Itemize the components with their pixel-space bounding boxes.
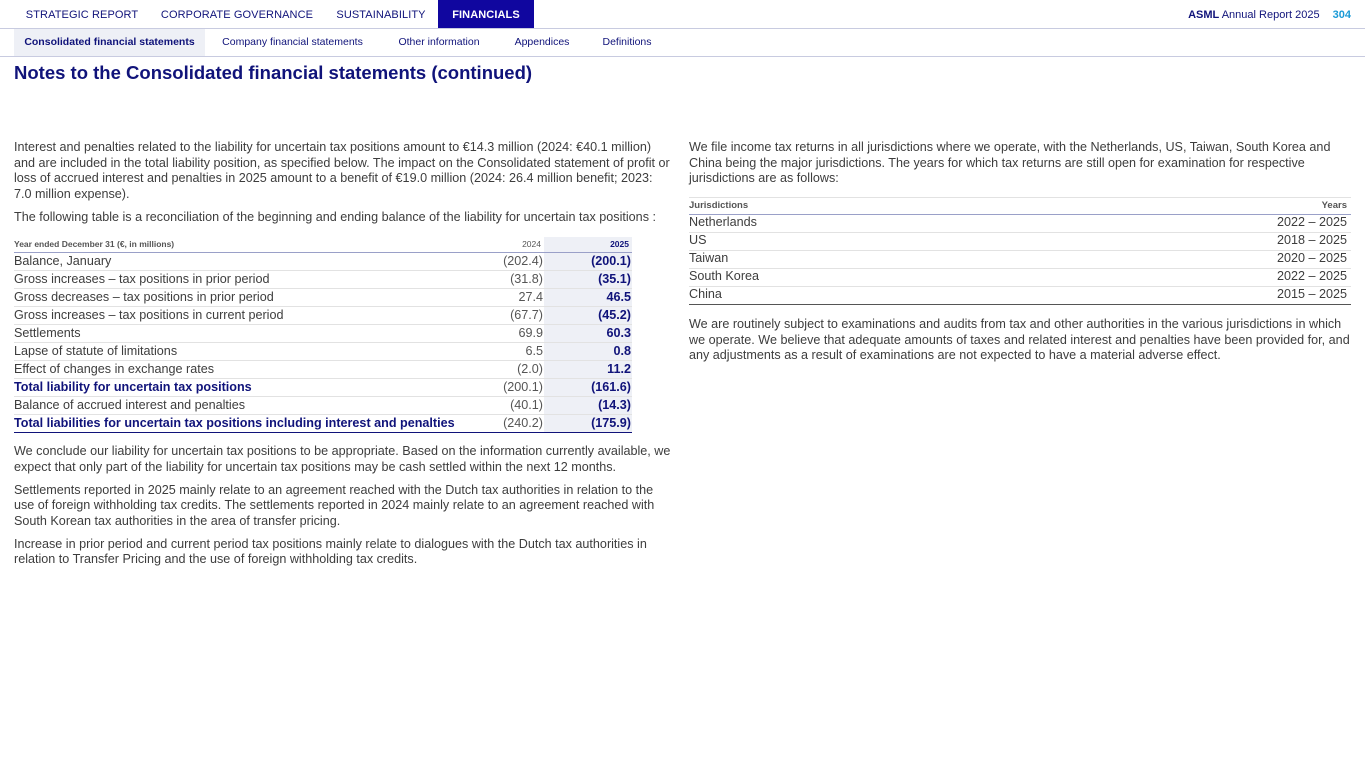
subnav-definitions[interactable]: Definitions	[602, 36, 652, 48]
value-2024: (200.1)	[484, 379, 544, 397]
tab-strategic-report[interactable]: STRATEGIC REPORT	[25, 9, 139, 21]
value-2025: 60.3	[544, 325, 632, 343]
years-cell: 2018 – 2025	[1011, 232, 1351, 250]
value-2025: (45.2)	[544, 307, 632, 325]
row-label: Balance, January	[14, 253, 484, 271]
value-2024: (2.0)	[484, 361, 544, 379]
page-number: 304	[1332, 9, 1351, 21]
jurisdiction-cell: US	[689, 232, 1011, 250]
table-row	[14, 397, 632, 415]
table-row	[14, 289, 632, 307]
row-label: Gross increases – tax positions in current period	[14, 307, 484, 325]
value-2024: (40.1)	[484, 397, 544, 415]
page-title: Notes to the Consolidated financial statements (continued)	[14, 62, 533, 83]
value-2025: 0.8	[544, 343, 632, 361]
years-cell: 2020 – 2025	[1011, 250, 1351, 268]
years-cell: 2022 – 2025	[1011, 268, 1351, 286]
header-2024: 2024	[484, 237, 544, 253]
reconciliation-intro-paragraph: The following table is a reconciliation of the beginning and ending balance of the liability for uncertain tax positions :	[14, 209, 656, 224]
value-2024: 27.4	[484, 289, 544, 307]
table-row	[14, 307, 632, 325]
subnav-appendices[interactable]: Appendices	[514, 36, 570, 48]
conclusion-paragraph: We conclude our liability for uncertain tax positions to be appropriate. Based on the information currently available, we expect that only part of the liability for uncertain tax positions may be cash settled within the next 12 months.	[14, 444, 671, 474]
value-2025: (161.6)	[544, 379, 632, 397]
value-2024: 69.9	[484, 325, 544, 343]
value-2024: 6.5	[484, 343, 544, 361]
table-row	[689, 232, 1351, 250]
tab-financials[interactable]: FINANCIALS	[438, 0, 534, 28]
table-row	[689, 214, 1351, 232]
jurisdiction-cell: Netherlands	[689, 214, 1011, 232]
uncertain-tax-reconciliation-table	[14, 237, 632, 434]
row-label: Lapse of statute of limitations	[14, 343, 484, 361]
table-row	[14, 271, 632, 289]
tab-sustainability[interactable]: SUSTAINABILITY	[336, 9, 426, 21]
table-row	[14, 325, 632, 343]
right-column	[689, 140, 1351, 371]
years-cell: 2015 – 2025	[1011, 286, 1351, 304]
interest-penalties-paragraph: Interest and penalties related to the liability for uncertain tax positions amount to €14.3 million (2024: €40.1 million) and are included in the total liability position, as specified below. The impact on the Consolidated statement of profit or loss of accrued interest and penalties in 2025 amount to a benefit of €19.0 million (2024: 26.4 million benefit; 2023: 7.0 million expense).	[14, 140, 670, 202]
header-2025: 2025	[544, 237, 632, 253]
subnav-consolidated-financial-statements[interactable]: Consolidated financial statements	[14, 29, 205, 56]
table-row	[689, 250, 1351, 268]
table-header-row	[14, 237, 632, 253]
table-row	[14, 253, 632, 271]
row-label: Effect of changes in exchange rates	[14, 361, 484, 379]
subnav-other-information[interactable]: Other information	[398, 36, 480, 48]
report-branding	[1188, 0, 1365, 28]
total-row	[14, 379, 632, 397]
left-column	[14, 140, 672, 575]
value-2024: (240.2)	[484, 415, 544, 433]
row-label: Gross increases – tax positions in prior period	[14, 271, 484, 289]
settlements-paragraph: Settlements reported in 2025 mainly relate to an agreement reached with the Dutch tax authorities in relation to the use of foreign withholding tax credits. The settlements reported in 2024 mainly relate to an agreement reached with South Korean tax authorities in the area of transfer pricing.	[14, 482, 655, 529]
value-2025: 11.2	[544, 361, 632, 379]
header-label: Year ended December 31 (€, in millions)	[14, 237, 484, 253]
value-2025: (200.1)	[544, 253, 632, 271]
tab-corporate-governance[interactable]: CORPORATE GOVERNANCE	[160, 9, 314, 21]
value-2025: (14.3)	[544, 397, 632, 415]
table-header-row	[689, 198, 1351, 215]
value-2025: 46.5	[544, 289, 632, 307]
table-row	[689, 286, 1351, 304]
value-2024: (67.7)	[484, 307, 544, 325]
brand-name: ASML	[1188, 9, 1220, 21]
row-label: Total liability for uncertain tax positions	[14, 379, 484, 397]
increase-paragraph: Increase in prior period and current period tax positions mainly relate to dialogues with the Dutch tax authorities in relation to Transfer Pricing and the use of foreign withholding tax credits.	[14, 536, 647, 567]
value-2025: (35.1)	[544, 271, 632, 289]
value-2024: (31.8)	[484, 271, 544, 289]
table-row	[14, 361, 632, 379]
row-label: Settlements	[14, 325, 484, 343]
value-2024: (202.4)	[484, 253, 544, 271]
header-jurisdictions: Jurisdictions	[689, 198, 1011, 215]
grand-total-row	[14, 415, 632, 433]
jurisdictions-table	[689, 197, 1351, 305]
value-2025: (175.9)	[544, 415, 632, 433]
examinations-paragraph: We are routinely subject to examinations and audits from tax and other authorities in the various jurisdictions in which we operate. We believe that adequate amounts of taxes and related interest and penalties have been provided for, and any adjustments as a result of examinations are not expected to have a material adverse effect.	[689, 316, 1350, 363]
report-title: Annual Report 2025	[1221, 9, 1320, 21]
jurisdiction-cell: Taiwan	[689, 250, 1011, 268]
years-cell: 2022 – 2025	[1011, 214, 1351, 232]
table-row	[14, 343, 632, 361]
jurisdiction-cell: South Korea	[689, 268, 1011, 286]
subnav-company-financial-statements[interactable]: Company financial statements	[222, 36, 363, 48]
sub-navigation	[0, 29, 1365, 57]
top-navigation	[0, 0, 1365, 29]
table-row	[689, 268, 1351, 286]
tax-returns-paragraph: We file income tax returns in all jurisdictions where we operate, with the Netherlands, US, Taiwan, South Korea and China being the major jurisdictions. The years for which tax returns are still open for examination for respective jurisdictions are as follows:	[689, 140, 1331, 186]
header-years: Years	[1011, 198, 1351, 215]
row-label: Total liabilities for uncertain tax positions including interest and penalties	[14, 415, 484, 433]
row-label: Balance of accrued interest and penalties	[14, 397, 484, 415]
row-label: Gross decreases – tax positions in prior period	[14, 289, 484, 307]
jurisdiction-cell: China	[689, 286, 1011, 304]
